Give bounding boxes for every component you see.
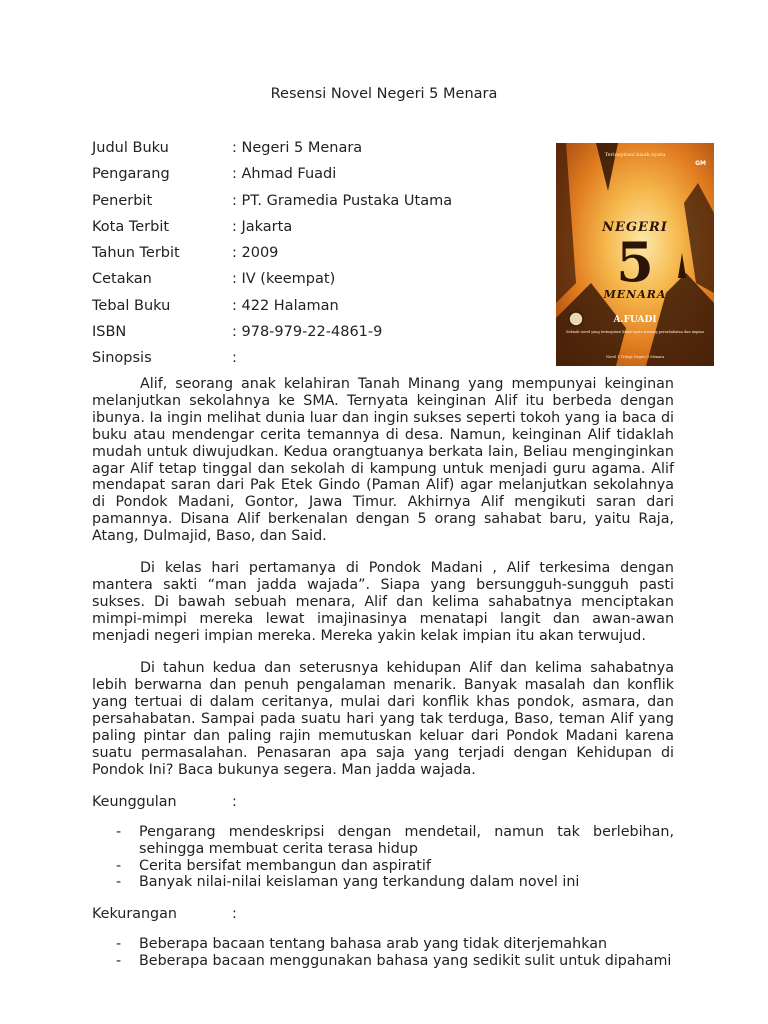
- info-value: : Jakarta: [232, 218, 293, 235]
- info-label: Cetakan: [92, 271, 152, 288]
- bullet-dash: -: [116, 936, 122, 953]
- review-body: [92, 376, 674, 985]
- bullet-dash: -: [116, 874, 122, 891]
- kekurangan-heading: [92, 906, 674, 923]
- info-label: Judul Buku: [92, 140, 169, 156]
- info-row-tahun: [92, 243, 452, 269]
- bullet-dash: -: [116, 857, 122, 874]
- cover-footer: Novel 1 Trilogi Negeri 5 Menara: [605, 355, 665, 359]
- list-item-text: Banyak nilai-nilai keislaman yang terkandung dalam novel ini: [139, 874, 580, 891]
- list-item: [92, 936, 674, 953]
- info-value: : 2009: [232, 245, 279, 262]
- cover-title-bottom: MENARA: [603, 288, 667, 301]
- cover-tagline: Terinspirasi kisah nyata: [604, 152, 666, 158]
- info-value: : 978-979-22-4861-9: [232, 324, 383, 341]
- cover-title-top: NEGERI: [602, 220, 668, 235]
- list-item-text: Cerita bersifat membangun dan aspiratif: [139, 857, 431, 874]
- section-label: Kekurangan: [92, 906, 177, 923]
- info-label: Tahun Terbit: [92, 245, 180, 262]
- synopsis-paragraph: Di tahun kedua dan seterusnya kehidupan Alif dan kelima sahabatnya lebih berwarna dan penuh pengalaman menarik. Banyak masalah dan konflik yang tertuai di dalam ceritanya, mulai dari konflik khas pondok, asmara, dan persahabatan. Sampai pada suatu hari yang tak terduga, Baso, teman Alif yang paling pintar dan paling rajin memutuskan keluar dari Pondok Madani karena suatu permasalahan. Penasaran apa saja yang terjadi dengan Kehidupan di Pondok Ini? Baca bukunya segera. Man jadda wajada.: [92, 660, 674, 778]
- info-row-sinopsis: [92, 348, 452, 374]
- cover-title-number: 5: [616, 230, 654, 294]
- bullet-dash: -: [116, 953, 122, 970]
- list-item: [92, 874, 674, 891]
- kekurangan-list: [92, 936, 674, 970]
- info-row-isbn: [92, 322, 452, 348]
- info-row-judul: [92, 138, 452, 164]
- section-label: Keunggulan: [92, 793, 177, 810]
- synopsis-paragraph: Di kelas hari pertamanya di Pondok Madani , Alif terkesima dengan mantera sakti “man jadda wajada”. Siapa yang bersungguh-sungguh pasti sukses. Di bawah sebuah menara, Alif dan kelima sahabatnya menciptakan mimpi-mimpi mereka lewat imajinasinya menatapi langit dan awan-awan menjadi negeri impian mereka. Mereka yakin kelak impian itu akan terwujud.: [92, 560, 674, 644]
- info-label: Kota Terbit: [92, 218, 170, 235]
- info-label: Tebal Buku: [92, 297, 171, 314]
- cover-author: A.FUADI: [613, 315, 657, 325]
- info-value: : Negeri 5 Menara: [232, 140, 363, 156]
- info-value: : IV (keempat): [232, 271, 336, 288]
- section-colon: :: [232, 793, 237, 810]
- list-item-text: Beberapa bacaan menggunakan bahasa yang sedikit sulit untuk dipahami: [139, 953, 672, 970]
- keunggulan-list: [92, 824, 674, 892]
- info-value: :: [232, 350, 237, 367]
- list-item-text: Pengarang mendeskripsi dengan mendetail, namun tak berlebihan, sehingga membuat cerita terasa hidup: [139, 823, 674, 857]
- book-cover-image: [556, 143, 714, 366]
- bullet-dash: -: [116, 823, 122, 840]
- book-info-table: [92, 138, 452, 375]
- keunggulan-heading: [92, 794, 674, 811]
- info-value: : Ahmad Fuadi: [232, 166, 337, 183]
- info-label: Penerbit: [92, 192, 153, 209]
- list-item: [92, 858, 674, 875]
- info-label: Pengarang: [92, 166, 170, 183]
- info-value: : PT. Gramedia Pustaka Utama: [232, 192, 453, 209]
- list-item: [92, 824, 674, 858]
- section-colon: :: [232, 906, 237, 923]
- info-label: ISBN: [92, 324, 127, 341]
- info-row-kota: [92, 217, 452, 243]
- cover-blurb: Sebuah novel yang terinspirasi kisah nyata tentang persahabatan dan impian: [566, 330, 704, 334]
- info-row-tebal: [92, 296, 452, 322]
- list-item-text: Beberapa bacaan tentang bahasa arab yang tidak diterjemahkan: [139, 936, 608, 953]
- info-row-cetakan: [92, 269, 452, 295]
- synopsis-paragraph: Alif, seorang anak kelahiran Tanah Minang yang mempunyai keinginan melanjutkan sekolahnya ke SMA. Ternyata keinginan Alif itu berbeda dengan ibunya. Ia ingin melihat dunia luar dan ingin sukses seperti tokoh yang ia baca di buku atau mendengar cerita temannya di desa. Namun, keinginan Alif tidaklah mudah untuk diwujudkan. Kedua orangtuanya berkata lain, Beliau menginginkan agar Alif tetap tinggal dan sekolah di kampung untuk menjadi guru agama. Alif mendapat saran dari Pak Etek Gindo (Paman Alif) agar melanjutkan sekolahnya di Pondok Madani, Gontor, Jawa Timur. Akhirnya Alif mengikuti saran dari pamannya. Disana Alif berkenalan dengan 5 orang sahabat baru, yaitu Raja, Atang, Dulmajid, Baso, dan Said.: [92, 376, 674, 545]
- info-row-penerbit: [92, 191, 452, 217]
- publisher-logo: GM: [695, 160, 706, 167]
- info-label: Sinopsis: [92, 350, 152, 367]
- info-row-pengarang: [92, 164, 452, 190]
- info-value: : 422 Halaman: [232, 297, 339, 314]
- page-title: Resensi Novel Negeri 5 Menara: [270, 86, 498, 102]
- list-item: [92, 953, 674, 970]
